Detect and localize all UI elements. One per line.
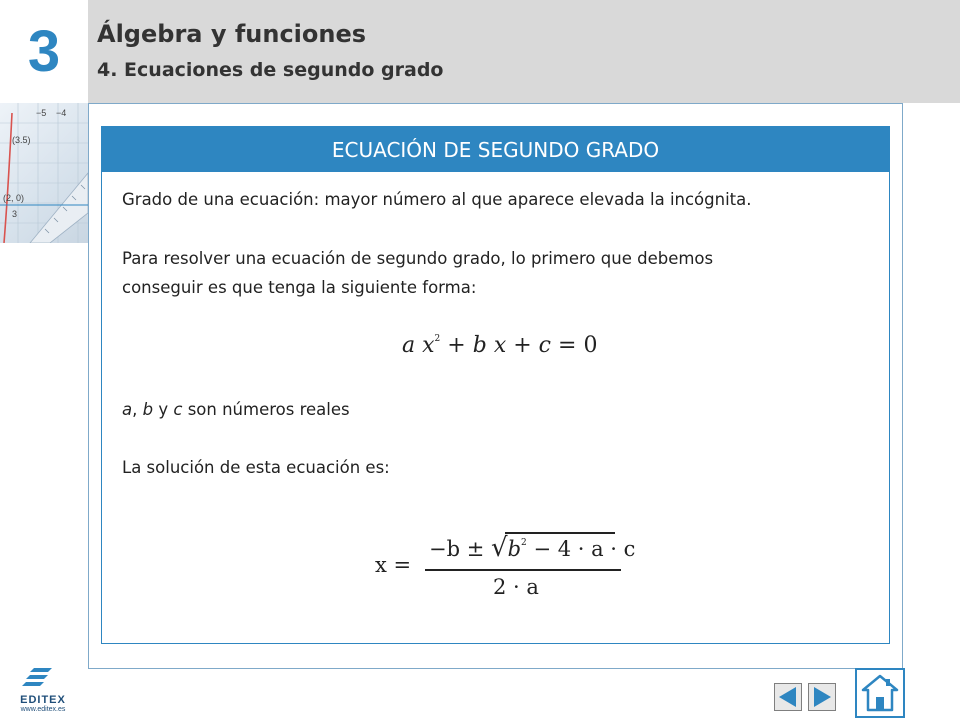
radicand-b: b (507, 537, 522, 561)
separator: y (153, 400, 174, 419)
plus-sign: + (447, 333, 466, 358)
paragraph-line: conseguir es que tenga la siguiente forma: (122, 278, 477, 297)
graph-label: (2, 0) (3, 193, 25, 203)
var-x: x (422, 333, 435, 358)
coef-c-text: c (173, 400, 183, 419)
page-title: Álgebra y funciones (97, 20, 367, 48)
zero: 0 (583, 333, 598, 358)
content-box (101, 126, 890, 644)
chapter-number: 3 (27, 19, 61, 84)
editex-logo (14, 664, 72, 712)
formula-numerator (429, 533, 635, 563)
graph-label: −5 (36, 108, 47, 118)
home-button[interactable] (855, 668, 905, 718)
paragraph-instructions (122, 244, 872, 302)
logo-text: EDITEX (20, 694, 66, 706)
numerator-prefix: −b ± (429, 537, 485, 561)
quadratic-standard-form (402, 333, 597, 358)
exponent: 2 (434, 334, 441, 344)
radical-bar (505, 532, 615, 534)
var-x: x (493, 333, 507, 358)
coef-b: b (472, 333, 487, 358)
graph-label: 3 (12, 209, 18, 219)
coef-a: a (402, 333, 416, 358)
formula-lhs: x = (375, 553, 412, 577)
paragraph-solution-intro: La solución de esta ecuación es: (122, 458, 390, 477)
logo-mark-icon (14, 664, 72, 692)
arrow-right-icon (809, 684, 835, 710)
coef-b-text: b (142, 400, 154, 419)
equals-sign: = (558, 333, 577, 358)
header-bar (88, 0, 960, 103)
radicand-rest: − 4 · a · c (526, 537, 636, 561)
coefficients-text: son números reales (182, 400, 350, 419)
fraction-bar (425, 569, 621, 571)
radicand-exponent: 2 (521, 538, 527, 548)
home-icon (857, 670, 903, 716)
radical-sign: √ (491, 533, 508, 563)
box-title: ECUACIÓN DE SEGUNDO GRADO (102, 127, 889, 172)
paragraph-line: Para resolver una ecuación de segundo grado, lo primero que debemos (122, 249, 714, 268)
arrow-left-icon (775, 684, 801, 710)
coef-c: c (538, 333, 551, 358)
quadratic-formula (375, 531, 636, 601)
coef-a-text: a (122, 400, 133, 419)
next-button[interactable] (808, 683, 836, 711)
side-graph-image (0, 103, 88, 243)
separator: , (132, 400, 143, 419)
formula-denominator: 2 · a (493, 575, 539, 599)
plus-sign: + (513, 333, 532, 358)
graph-label: −4 (56, 108, 67, 118)
page-subtitle: 4. Ecuaciones de segundo grado (97, 59, 444, 81)
logo-url: www.editex.es (20, 706, 66, 713)
paragraph-coefficients (122, 395, 872, 424)
paragraph-definition: Grado de una ecuación: mayor número al que aparece elevada la incógnita. (122, 190, 752, 209)
graph-label: (3.5) (12, 135, 31, 145)
previous-button[interactable] (774, 683, 802, 711)
